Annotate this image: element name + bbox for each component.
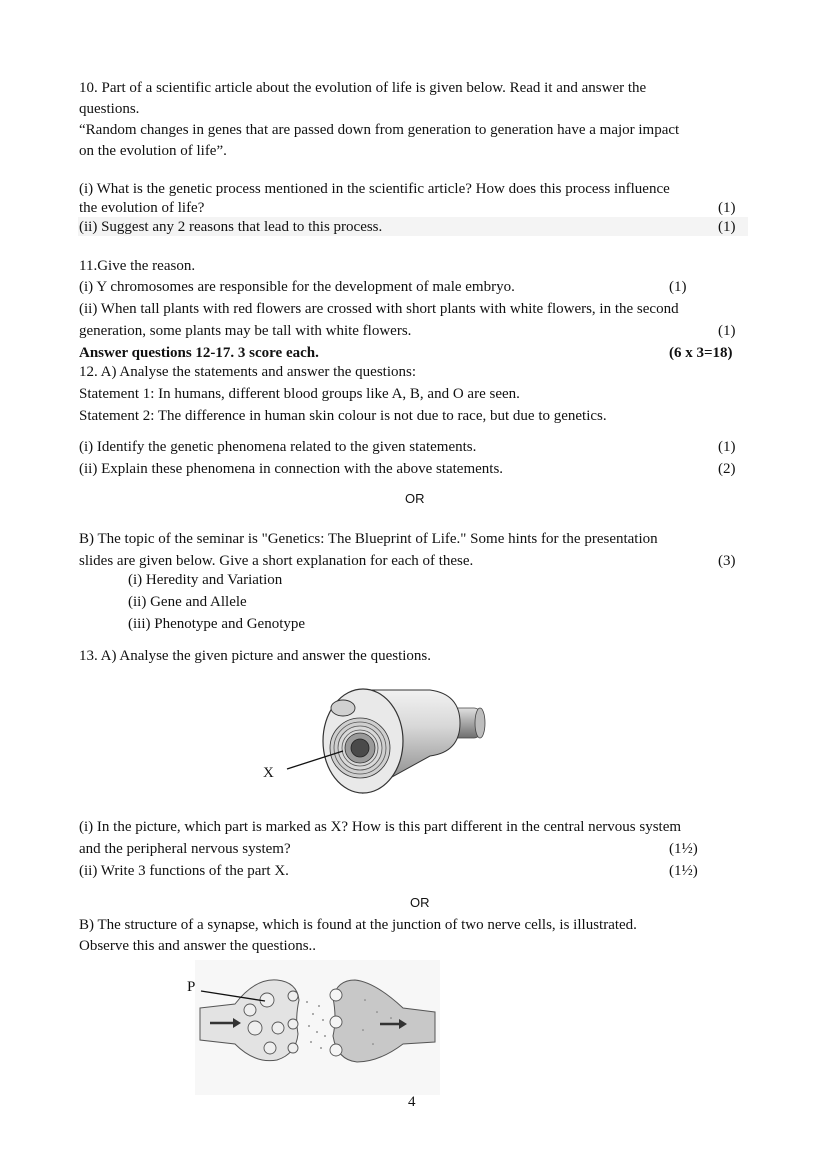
q10-part-i-line2: the evolution of life? (79, 200, 205, 216)
q12-part-ii-marks: (2) (718, 461, 736, 477)
q10-intro-line2: questions. (79, 101, 140, 117)
q12-or-divider: OR (405, 491, 425, 506)
q10-quote-line2: on the evolution of life”. (79, 143, 227, 159)
q12-part-i-marks: (1) (718, 439, 736, 455)
q13-part-i-line1: (i) In the picture, which part is marked as X? How is this part different in the central nervous system (79, 819, 682, 835)
q13-part-ii: (ii) Write 3 functions of the part X. (79, 863, 289, 879)
q13-part-i-marks: (1½) (669, 841, 698, 857)
q10-quote-line1: “Random changes in genes that are passed down from generation to generation have a major impact (79, 122, 680, 138)
synapse-figure (195, 960, 440, 1095)
q12-hint-2: (ii) Gene and Allele (128, 594, 247, 610)
q11-title: 11.Give the reason. (79, 258, 196, 274)
q11-part-i-marks: (1) (669, 279, 687, 295)
figure-label-p: P (187, 979, 196, 995)
section-marks: (6 x 3=18) (669, 345, 733, 361)
q11-part-ii-line2: generation, some plants may be tall with white flowers. (79, 323, 412, 339)
q12-statement-2: Statement 2: The difference in human skin colour is not due to race, but due to genetics. (79, 408, 607, 424)
q10-part-i-marks: (1) (718, 200, 736, 216)
q12-a-intro: 12. A) Analyse the statements and answer the questions: (79, 364, 417, 380)
q13-or-divider: OR (410, 895, 430, 910)
q13-b-line1: B) The structure of a synapse, which is found at the junction of two nerve cells, is illustrated. (79, 917, 637, 933)
q10-part-ii: (ii) Suggest any 2 reasons that lead to this process. (79, 219, 383, 235)
q11-part-ii-marks: (1) (718, 323, 736, 339)
q10-intro-line1: 10. Part of a scientific article about the evolution of life is given below. Read it and answer the (79, 80, 647, 96)
q13-part-ii-marks: (1½) (669, 863, 698, 879)
q10-part-ii-marks: (1) (718, 219, 736, 235)
nerve-fibre-figure (255, 680, 495, 805)
q13-b-line2: Observe this and answer the questions.. (79, 938, 317, 954)
q12-b-line2: slides are given below. Give a short explanation for each of these. (79, 553, 474, 569)
figure-label-x: X (263, 765, 274, 781)
q11-part-ii-line1: (ii) When tall plants with red flowers are crossed with short plants with white flowers, in the second (79, 301, 679, 317)
q13-part-i-line2: and the peripheral nervous system? (79, 841, 291, 857)
q12-b-line1: B) The topic of the seminar is "Genetics: The Blueprint of Life." Some hints for the presentation (79, 531, 658, 547)
q13-a-intro: 13. A) Analyse the given picture and answer the questions. (79, 648, 432, 664)
page-number: 4 (408, 1094, 416, 1110)
q12-statement-1: Statement 1: In humans, different blood groups like A, B, and O are seen. (79, 386, 520, 402)
q12-hint-1: (i) Heredity and Variation (128, 572, 283, 588)
q12-b-marks: (3) (718, 553, 736, 569)
q12-part-ii: (ii) Explain these phenomena in connection with the above statements. (79, 461, 504, 477)
q12-hint-3: (iii) Phenotype and Genotype (128, 616, 306, 632)
q10-part-i-line1: (i) What is the genetic process mentioned in the scientific article? How does this process influence (79, 181, 670, 197)
q11-part-i: (i) Y chromosomes are responsible for the development of male embryo. (79, 279, 515, 295)
q12-part-i: (i) Identify the genetic phenomena related to the given statements. (79, 439, 477, 455)
section-heading: Answer questions 12-17. 3 score each. (79, 345, 319, 361)
